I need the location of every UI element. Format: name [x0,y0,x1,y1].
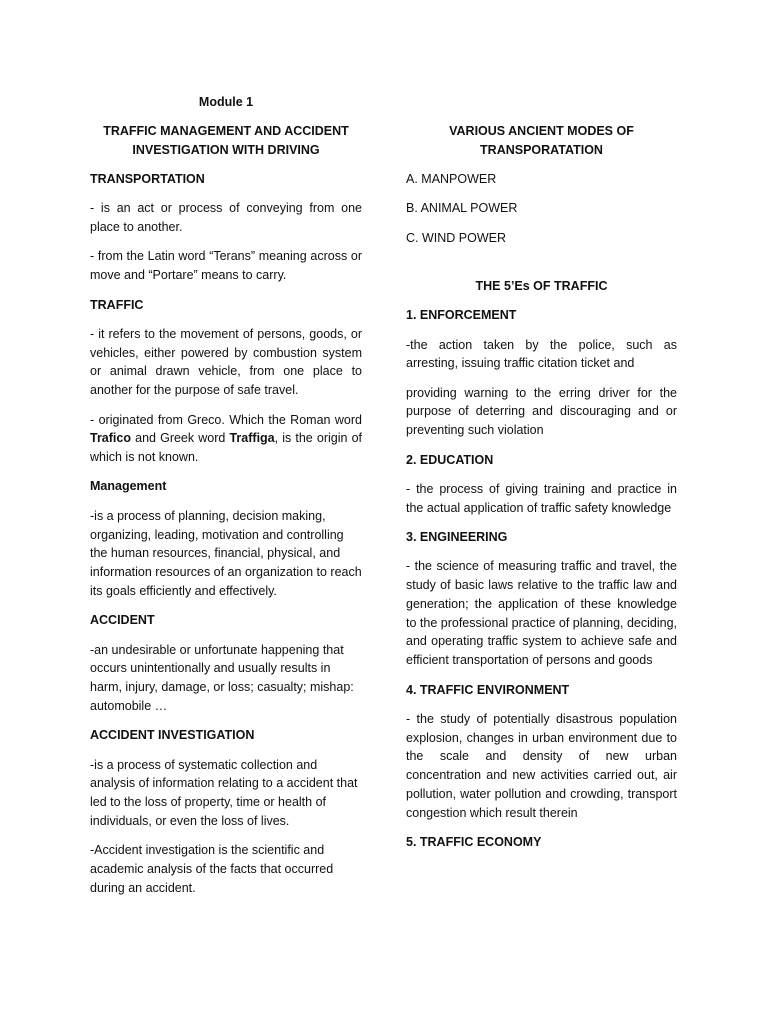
transportation-heading: TRANSPORTATION [90,172,205,187]
traffic-environment-heading: 4. TRAFFIC ENVIRONMENT [406,682,570,697]
enforcement-definition-2: providing warning to the erring driver for the purpose of deterring and discouraging and or preventing such violation [406,385,677,438]
traffic-economy-heading: 5. TRAFFIC ECONOMY [406,835,542,850]
enforcement-definition-1: -the action taken by the police, such as arresting, issuing traffic citation ticket and [406,337,677,371]
engineering-heading: 3. ENGINEERING [406,529,508,544]
mode-item: B. ANIMAL POWER [406,201,518,216]
traffic-definition-1: - it refers to the movement of persons, goods, or vehicles, either powered by combustion system or animal drawn vehicle, from one place to another for the purpose of safe travel. [90,326,362,398]
trafico-word: Trafico [90,431,131,446]
mode-item: C. WIND POWER [406,230,506,245]
education-heading: 2. EDUCATION [406,452,494,467]
accident-investigation-heading: ACCIDENT INVESTIGATION [90,728,255,743]
section-spacer [406,258,677,277]
accident-definition: -an undesirable or unfortunate happening that occurs unintentionally and usually results in harm, injury, damage, or loss; casualty; mishap: automobile … [90,642,354,713]
management-definition: -is a process of planning, decision making, organizing, leading, motivation and controlling the human resources, financial, physical, and information resources of an organization to reach its goals efficiently and effectively. [90,508,362,598]
traffic-environment-definition: - the study of potentially disastrous population explosion, changes in urban environment due to the scale and density of new urban concentration and new activities carried out, air pollution, water pollution and crowding, transport congestion which result therein [406,711,677,820]
traffic-heading: TRAFFIC [90,297,144,312]
traffiga-word: Traffiga [229,431,275,446]
traffic-origin-text-post: , is the origin of which is not known. [90,431,362,465]
traffic-definition-2 [90,411,362,467]
education-definition: - the process of giving training and practice in the actual application of traffic safety knowledge [406,481,677,515]
accident-investigation-definition-2: -Accident investigation is the scientific and academic analysis of the facts that occurred during an accident. [90,843,334,895]
traffic-origin-text-mid: and Greek word [131,431,230,446]
five-es-heading: THE 5’Es OF TRAFFIC [475,278,608,293]
module-title: Module 1 [198,95,254,109]
transportation-definition-2: - from the Latin word “Terans” meaning across or move and “Portare” means to carry. [90,249,362,283]
mode-item: A. MANPOWER [406,172,497,187]
accident-investigation-definition-1: -is a process of systematic collection and analysis of information relating to a accident that led to the loss of property, time or health of individuals, or even the loss of lives. [90,757,358,828]
engineering-definition: - the science of measuring traffic and travel, the study of basic laws relative to the traffic law and generation; the application of these knowledge to the professional practice of planning, deciding, and operating traffic system to achieve safe and efficient transportation of persons and goods [406,559,678,668]
accident-heading: ACCIDENT [90,613,155,628]
enforcement-heading: 1. ENFORCEMENT [406,308,517,323]
right-column [406,122,677,862]
traffic-origin-text-pre: - originated from Greco. Which the Roman word [90,412,362,427]
left-column [90,122,362,908]
transportation-definition-1: - is an act or process of conveying from one place to another. [90,201,362,235]
management-heading: Management [90,479,167,494]
ancient-modes-title: VARIOUS ANCIENT MODES OF TRANSPORATATION [449,124,634,157]
document-title: TRAFFIC MANAGEMENT AND ACCIDENT INVESTIGATION WITH DRIVING [103,124,349,157]
